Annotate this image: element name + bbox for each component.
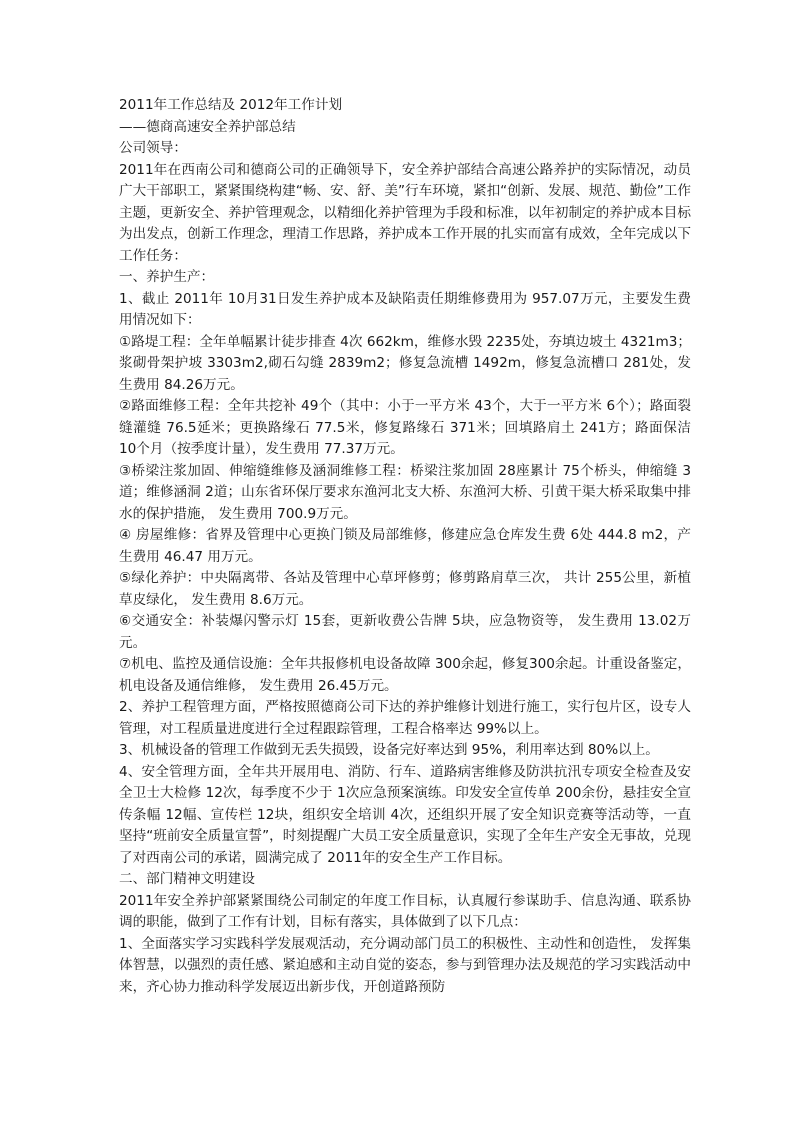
paragraph-intro: 2011年在西南公司和德商公司的正确领导下，安全养护部结合高速公路养护的实际情况，动员广大干部职工，紧紧围绕构建“畅、安、舒、美”行车环境，紧扣“创新、发展、规范、勤俭”工作主题，更新安全、养护管理观念，以精细化养护管理为手段和标准，以年初制定的养护成本目标为出发点，创新工作理念，理清工作思路，养护成本工作开展的扎实而富有成效，全年完成以下工作任务：: [119, 161, 691, 264]
paragraph-cost-summary: 1、截止 2011年 10月31日发生养护成本及缺陷责任期维修费用为 957.07万元，主要发生费用情况如下：: [119, 290, 691, 328]
paragraph-greening: ⑤绿化养护：中央隔离带、各站及管理中心草坪修剪；修剪路肩草三次， 共计 255公里，新植草皮绿化， 发生费用 8.6万元。: [119, 570, 691, 608]
document-title: 2011年工作总结及 2012年工作计划: [119, 97, 343, 113]
section-heading-spirit: 二、部门精神文明建设: [119, 871, 255, 887]
paragraph-equipment: 3、机械设备的管理工作做到无丢失损毁，设备完好率达到 95%，利用率达到 80%以上。: [119, 742, 659, 758]
paragraph-embankment: ①路堤工程：全年单幅累计徒步排查 4次 662km，维修水毁 2235处，夯填边坡土 4321m3；浆砌骨架护坡 3303m2,砌石勾缝 2839m2；修复急流槽 1492m，修复急流槽口 281处，发生费用 84.26万元。: [119, 333, 691, 393]
section-heading-maintenance: 一、养护生产：: [119, 269, 215, 285]
salutation: 公司领导：: [119, 140, 187, 156]
paragraph-pavement: ②路面维修工程：全年共挖补 49个（其中：小于一平方米 43个，大于一平方米 6个）；路面裂缝灌缝 76.5延米；更换路缘石 77.5米，修复路缘石 371米；回填路肩土 241方；路面保洁 10个月（按季度计量），发生费用 77.37万元。: [119, 398, 691, 457]
paragraph-building: ④ 房屋维修：省界及管理中心更换门锁及局部维修，修建应急仓库发生费 6处 444.8 m2，产生费用 46.47 用万元。: [119, 527, 691, 565]
paragraph-safety-management: 4、安全管理方面，全年共开展用电、消防、行车、道路病害维修及防洪抗汛专项安全检查及安全卫士大检修 12次，每季度不少于 1次应急预案演练。印发安全宣传单 200余份，悬挂安全宣传条幅 12幅、宣传栏 12块，组织安全培训 4次，还组织开展了安全知识竞赛等活动等，一直坚持“班前安全质量宣誓”，时刻提醒广大员工安全质量意识，实现了全年生产安全无事故，兑现了对西南公司的承诺，圆满完成了 2011年的安全生产工作目标。: [119, 763, 691, 866]
document-subtitle: ——德商高速安全养护部总结: [119, 118, 296, 135]
paragraph-project-management: 2、养护工程管理方面，严格按照德商公司下达的养护维修计划进行施工，实行包片区，设专人管理，对工程质量进度进行全过程跟踪管理，工程合格率达 99%以上。: [119, 699, 691, 737]
paragraph-electromechanical: ⑦机电、监控及通信设施：全年共报修机电设备故障 300余起，修复300余起。计重设备鉴定，机电设备及通信维修， 发生费用 26.45万元。: [119, 656, 691, 694]
paragraph-bridge: ③桥梁注浆加固、伸缩缝维修及涵洞维修工程：桥梁注浆加固 28座累计 75个桥头，伸缩缝 3道；维修涵洞 2道；山东省环保厅要求东渔河北支大桥、东渔河大桥、引黄干渠大桥采取集中排水的保护措施， 发生费用 700.9万元。: [119, 462, 691, 522]
paragraph-learning-practice: 1、全面落实学习实践科学发展观活动，充分调动部门员工的积极性、主动性和创造性， 发挥集体智慧，以强烈的责任感、紧迫感和主动自觉的姿态，参与到管理办法及规范的学习实践活动中来，齐心协力推动科学发展迈出新步伐，开创道路预防: [119, 935, 691, 995]
paragraph-department-goals: 2011年安全养护部紧紧围绕公司制定的年度工作目标，认真履行参谋助手、信息沟通、联系协调的职能，做到了工作有计划，目标有落实，具体做到了以下几点：: [119, 892, 691, 930]
document-page: [119, 95, 691, 998]
paragraph-traffic-safety: ⑥交通安全：补装爆闪警示灯 15套，更新收费公告牌 5块，应急物资等， 发生费用 13.02万元。: [119, 613, 691, 651]
